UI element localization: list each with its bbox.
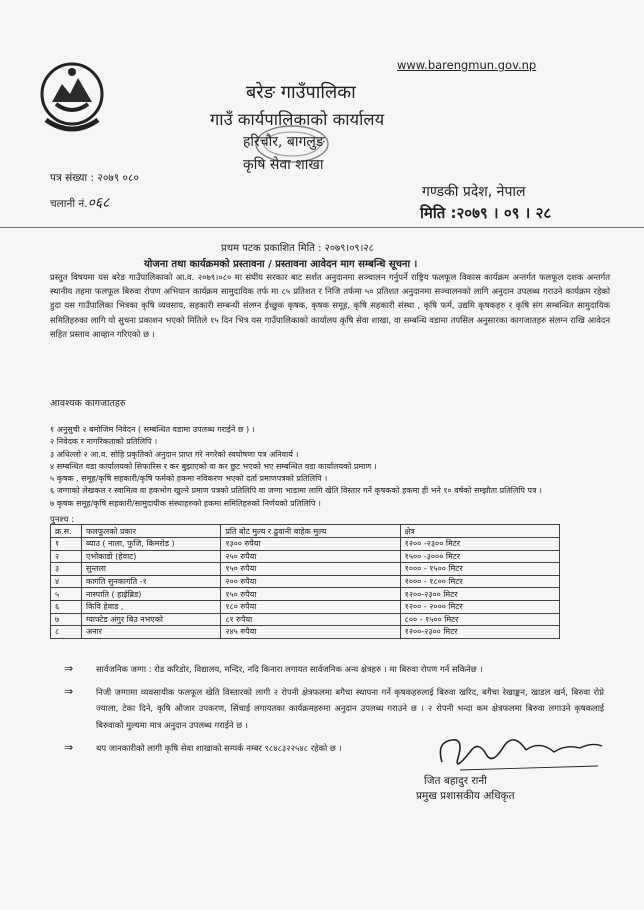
table-header: क्षेत्र — [400, 525, 559, 538]
signatory-title: प्रमुख प्रशासकीय अधिकृत — [416, 790, 515, 802]
table-cell: १२००-२३०० मिटर — [400, 588, 559, 601]
table-cell: २ — [51, 550, 82, 563]
bullet-text: सार्वजनिक जग्गा : रोड करिडोर, विद्यालय, मन्दिर, नदि किनारा लगायत सार्वजनिक अन्य क्षेत्रहरु । मा बिरुवा रोपण गर्न सकिनेछ । — [96, 664, 483, 674]
office-name: बरेङ गाउँपालिका — [246, 82, 356, 103]
table-cell: नास्पाति ( हाईब्रिड) — [82, 588, 221, 601]
table-row — [51, 538, 560, 551]
table-cell: ७ — [51, 613, 82, 626]
table-cell: किवि हेवाड , — [82, 600, 221, 613]
table-cell: ३ — [51, 563, 82, 576]
table-cell: एभोकाडो (हेवाट) — [82, 550, 221, 563]
requirements-title: आवश्यक कागजातहरु — [50, 398, 126, 409]
list-item: ५ कृषक , समूह/कृषि सहकारी/कृषि फर्मको हकमा नविकरण भएको दर्ता प्रमाणपत्रको प्रतिलिपि । — [50, 474, 328, 484]
table-header: प्रति बोट मुल्य र ढुवानी बाहेक मुल्य — [221, 525, 400, 538]
table-cell: २४५ रुपैया — [221, 626, 400, 639]
table-row — [51, 575, 560, 588]
list-item: ४ सम्बन्धित वडा कार्यालयको सिफारिस र कर बुझाएको वा कर छुट भएको भए सम्बन्धित वडा कार्यालयको प्रमाण । — [50, 461, 377, 471]
table-cell: २५० रुपैया — [221, 550, 400, 563]
table-cell: १००० - १८०० मिटर — [400, 575, 559, 588]
table-cell: १८० रुपैया — [221, 600, 400, 613]
fruit-table — [50, 524, 560, 639]
table-cell: १२०० -२३०० मिटर — [400, 538, 559, 551]
table-cell: १५० रुपैया — [221, 588, 400, 601]
table-cell: कागति सुनकागति -१ — [82, 575, 221, 588]
table-cell: १२००-२३०० मिटर — [400, 626, 559, 639]
dispatch-value: ०६८ — [87, 195, 110, 211]
table-row — [51, 626, 560, 639]
section-name: कृषि सेवा शाखा — [243, 157, 324, 173]
office-address: हरिचौर, बागलुङ — [243, 134, 325, 150]
table-header: फलफूलको प्रकार — [82, 525, 221, 538]
table-header: क्र.स. — [51, 525, 82, 538]
table-cell: १३०० रुपैया — [221, 538, 400, 551]
double-arrow-icon: ⇒ — [64, 685, 74, 699]
table-cell: ८१ रुपैया — [221, 613, 400, 626]
double-arrow-icon: ⇒ — [64, 740, 74, 754]
table-header-row — [51, 525, 560, 538]
table-cell: १ — [51, 538, 82, 551]
office-type: गाउँ कार्यपालिकाको कार्यालय — [210, 110, 385, 129]
letter-number: पत्र संख्या : २०७९ ०८० — [50, 172, 139, 184]
table-cell: अनार — [82, 626, 221, 639]
table-cell: सुन्तला — [82, 563, 221, 576]
list-item: १ अनुसुची २ बमोजिम निवेदन ( सम्बन्धित वडामा उपलब्ध गराईने छ ) । — [50, 425, 255, 434]
table-row — [51, 550, 560, 563]
province-line: गण्डकी प्रदेश, नेपाल — [422, 184, 526, 200]
table-cell: १२०० - २००० मिटर — [400, 600, 559, 613]
requirements-list — [50, 424, 610, 510]
table-cell: ५ — [51, 588, 82, 601]
bullet-text: निजी जग्गामा व्यवसायीक फलफूल खेति विस्तारको लागी २ रोपनी क्षेत्रफलमा बगैचा स्थापना गर्ने कृषकहरुलाई बिरुवा खरिद, बगैचा रेखाङ्कन, खाडल खर्न, बिरुवा रोप्ने ज्याला, टेका दिने, कृषि औजार उपकरण, सिंचाई लगायतका कार्यक्रमहरुमा अनुदान उपलब्ध गराउने छ । २ रोपनी भन्दा कम क्षेत्रफलमा बिरुवा लगाउने कृषकलाई बिरुवाको मुल्यमा मात्र अनुदान उपलब्ध गराईने छ । — [96, 687, 604, 730]
table-cell: ४ — [51, 575, 82, 588]
list-item: २ निवेदक र नागरिकताको प्रतिलिपि । — [50, 437, 158, 447]
double-arrow-icon: ⇒ — [64, 662, 74, 675]
header-divider — [0, 227, 644, 228]
table-cell: १५०० -३००० मिटर — [400, 550, 559, 563]
table-row — [51, 600, 560, 613]
table-row — [51, 588, 560, 601]
table-cell: ८ — [51, 626, 82, 639]
table-cell: १५० रुपैया — [221, 563, 400, 576]
list-item — [64, 661, 604, 677]
list-item: ६ जग्गाको लेखकल र स्वामित्व वा हकभोग खुल्ने प्रमाण पत्रको प्रतिलिपि वा जग्गा भाडामा लागि खेति विस्तार गर्ने कृषकको हकमा ही भने १० वर्षको सम्झौता प्रतिलिपि पत्र । — [50, 486, 542, 496]
notes-label: पुनश्च : — [50, 515, 75, 525]
letter-date: मिति :२०७९ । ०९ । २८ — [420, 204, 552, 222]
dispatch-number — [50, 193, 109, 212]
list-item: ७ कृषक समूह/कृषि सहकारी/सामुदायीक संस्थाहरुको हकमा समितिहरुको निर्णयको प्रतिलिपि । — [50, 498, 321, 508]
table-cell: १००० - १५०० मिटर — [400, 563, 559, 576]
table-cell: ब्याउ ( नाला, फुजि, किमरोड ) — [82, 538, 221, 551]
bullet-text: थप जानकारीको लागी कृषि सेवा शाखाको सम्पर्क नम्बर ९८४८३२२५४८ रहेको छ । — [96, 742, 342, 753]
signatory-name: जित बहादुर रानी — [424, 775, 487, 787]
table-row — [51, 613, 560, 626]
notice-body: प्रस्तुत विषयमा यस बरेङ गाउँपालिकाको आ.व. २०७९।०८० मा संघीय सरकार बाट सर्शत अनुदानमा सञ्चालन गर्नुपर्ने राष्ट्रिय फलफूल विकास कार्यक्रम अन्तर्गत फलफूल दशक अन्तर्गत स्थानीय तहमा फलफूल बिरुवा रोपण अभियान कार्यक्रम सामुदायिक तर्फ मा ८५ प्रतिशत र निजि तर्फमा ५० प्रतिशत अनुदानमा सञ्चालनको लागि अनुदान उपलब्ध गराउने कार्यक्रम रहेको हुदा यस गाउँपालिका भित्रका कृषि व्यवसाय, सहकारी सम्बन्धी संलग्न ईच्छुक कृषक, कृषक समूह, कृषि सहकारी संस्था , कृषि फर्म, उद्यमि कृषकहरु र कृषि संग सम्बन्धित सामुदायिक समितिहरुका लागि यो सुचना प्रकाशन भएको मितिले १५ दिन भित्र यस गाउँपालिकाको कार्यालय कृषि सेवा शाखा, वा सम्बन्धि वडामा तपसिल अनुसारका कागजातहरु संलग्न राखि आवेदन सहित प्रस्ताव आव्हान गरिएको छ । — [50, 272, 610, 339]
dispatch-label: चलानी नं. — [50, 198, 88, 210]
table-row — [51, 563, 560, 576]
table-cell: ८०० - १५०० मिटर — [400, 613, 559, 626]
table-cell: २०० रुपैया — [221, 575, 400, 588]
table-cell: ग्याफ्टेड अंगुर बिउ नभएको — [82, 613, 221, 626]
notice-subject: योजना तथा कार्यक्रमको प्रस्तावना / प्रस्तावना आवेदन माग सम्बन्धि सूचना । — [144, 259, 418, 270]
published-date: प्रथम पटक प्रकाशित मिति : २०७९।०९।२८ — [221, 243, 374, 254]
list-item: ३ अधिल्लो २ आ.व. सोहि प्रकृतिको अनुदान प्राप्त गरे नगरेको स्वघोषणा पत्र अनिवार्य । — [50, 449, 299, 459]
table-cell: ६ — [51, 600, 82, 613]
office-stamp-icon — [252, 122, 332, 166]
nepal-emblem-icon — [36, 58, 108, 142]
website-link[interactable]: www.barengmun.gov.np — [397, 58, 537, 72]
